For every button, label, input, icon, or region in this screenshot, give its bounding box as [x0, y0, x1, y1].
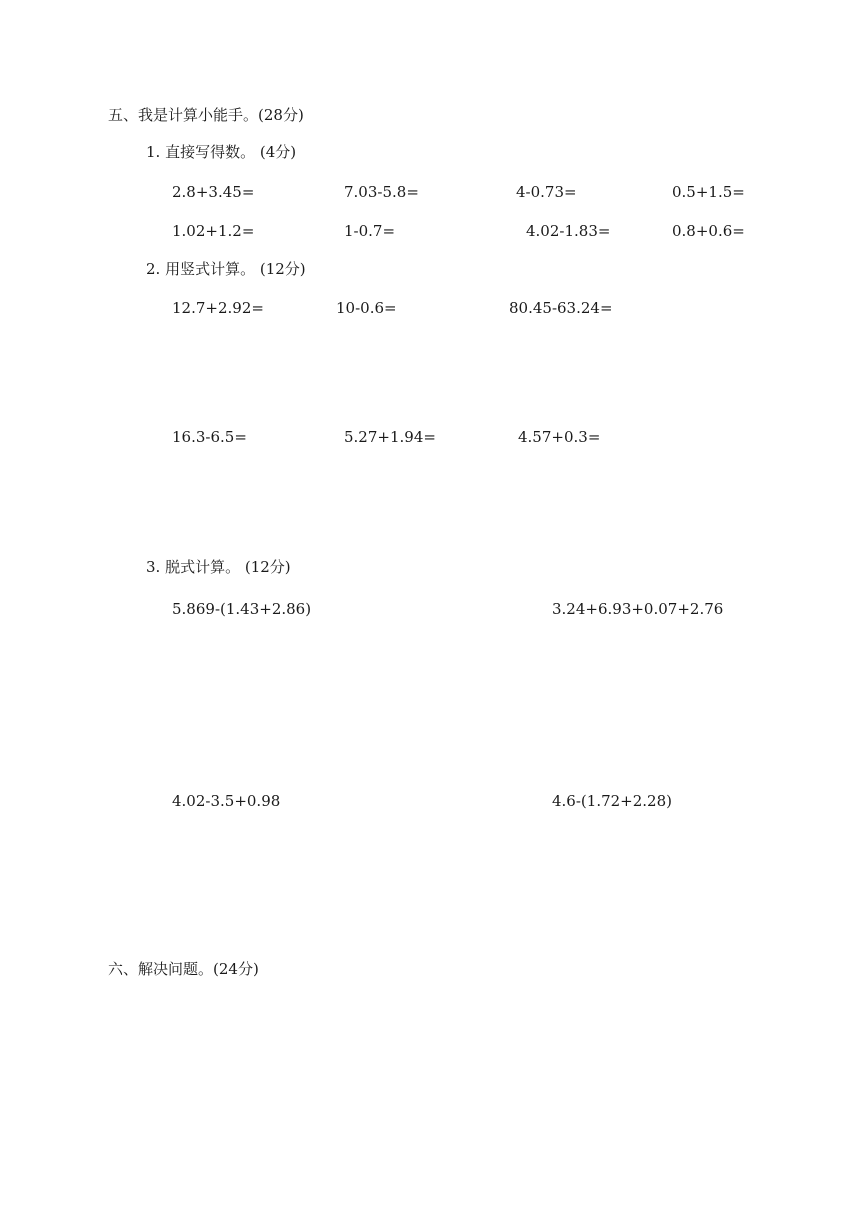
q1-item: 0.5+1.5= — [672, 183, 745, 201]
q1-title: 1. 直接写得数。 (4分) — [146, 143, 297, 161]
section6-title: 六、解决问题。(24分) — [108, 960, 259, 978]
q2-title: 2. 用竖式计算。 (12分) — [146, 260, 306, 278]
q1-item: 2.8+3.45= — [172, 183, 255, 201]
section5-title: 五、我是计算小能手。(28分) — [108, 106, 304, 124]
q3-item: 4.6-(1.72+2.28) — [552, 792, 672, 810]
q2-item: 16.3-6.5= — [172, 428, 247, 446]
q1-item: 4.02-1.83= — [526, 222, 611, 240]
q3-item: 4.02-3.5+0.98 — [172, 792, 281, 810]
q3-item: 5.869-(1.43+2.86) — [172, 600, 312, 618]
q1-item: 1-0.7= — [344, 222, 396, 240]
q1-item: 7.03-5.8= — [344, 183, 419, 201]
q3-item: 3.24+6.93+0.07+2.76 — [552, 600, 724, 618]
q2-item: 80.45-63.24= — [509, 299, 613, 317]
q2-item: 5.27+1.94= — [344, 428, 436, 446]
q1-item: 1.02+1.2= — [172, 222, 255, 240]
q2-item: 12.7+2.92= — [172, 299, 264, 317]
q1-item: 0.8+0.6= — [672, 222, 745, 240]
q2-item: 4.57+0.3= — [518, 428, 601, 446]
q1-item: 4-0.73= — [516, 183, 577, 201]
q2-item: 10-0.6= — [336, 299, 397, 317]
q3-title: 3. 脱式计算。 (12分) — [146, 558, 291, 576]
